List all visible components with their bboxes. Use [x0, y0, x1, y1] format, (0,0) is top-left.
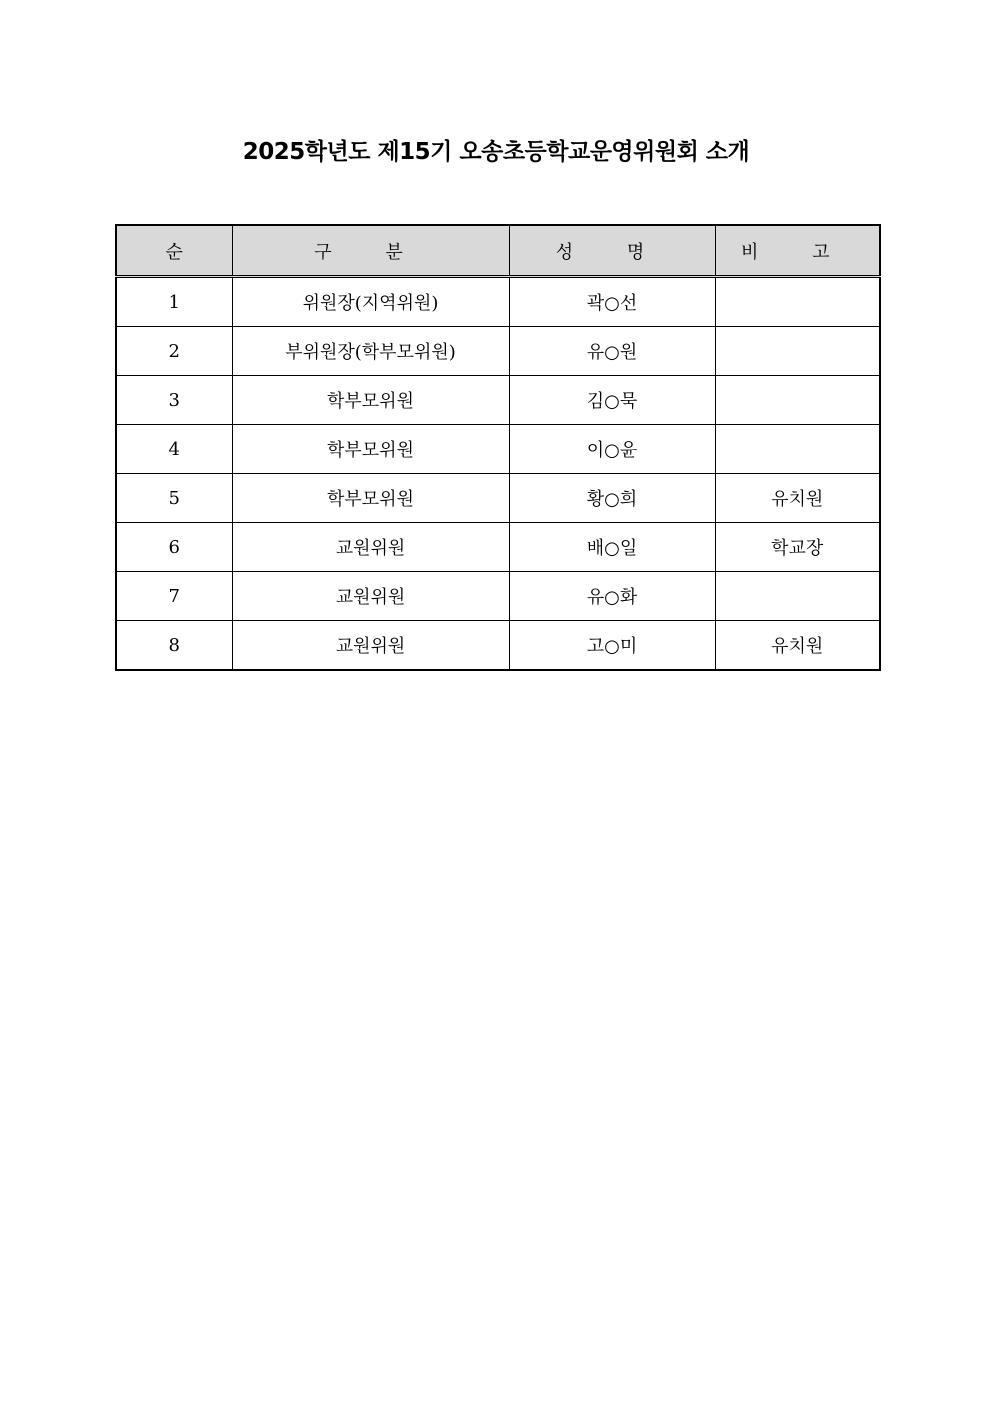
- cell-category: 학부모위원: [232, 474, 509, 523]
- table-row: [116, 425, 880, 474]
- cell-note: [715, 376, 880, 425]
- cell-category: 위원장(지역위원): [232, 277, 509, 327]
- cell-note: 학교장: [715, 523, 880, 572]
- cell-order: 8: [116, 621, 232, 671]
- cell-order: 1: [116, 277, 232, 327]
- table-row: [116, 277, 880, 327]
- cell-category: 교원위원: [232, 572, 509, 621]
- cell-order: 6: [116, 523, 232, 572]
- cell-name: 유○화: [509, 572, 715, 621]
- cell-note: [715, 425, 880, 474]
- cell-category: 교원위원: [232, 621, 509, 671]
- header-row: [116, 225, 880, 277]
- cell-name: 고○미: [509, 621, 715, 671]
- table-row: [116, 474, 880, 523]
- cell-note: 유치원: [715, 474, 880, 523]
- cell-note: [715, 327, 880, 376]
- cell-category: 학부모위원: [232, 376, 509, 425]
- table-header: [116, 225, 880, 277]
- cell-order: 4: [116, 425, 232, 474]
- cell-order: 7: [116, 572, 232, 621]
- table-row: [116, 523, 880, 572]
- cell-name: 배○일: [509, 523, 715, 572]
- table-row: [116, 327, 880, 376]
- cell-name: 이○윤: [509, 425, 715, 474]
- table-row: [116, 572, 880, 621]
- table-row: [116, 376, 880, 425]
- cell-name: 유○원: [509, 327, 715, 376]
- cell-name: 김○묵: [509, 376, 715, 425]
- table-row: [116, 621, 880, 671]
- cell-category: 교원위원: [232, 523, 509, 572]
- header-name: 성 명: [509, 225, 715, 277]
- cell-order: 2: [116, 327, 232, 376]
- cell-name: 황○희: [509, 474, 715, 523]
- committee-members-table: [115, 224, 881, 671]
- cell-note: [715, 277, 880, 327]
- cell-name: 곽○선: [509, 277, 715, 327]
- table-body: [116, 277, 880, 671]
- header-note: 비 고: [715, 225, 880, 277]
- cell-order: 5: [116, 474, 232, 523]
- cell-category: 학부모위원: [232, 425, 509, 474]
- header-category: 구 분: [232, 225, 509, 277]
- document-title: 2025학년도 제15기 오송초등학교운영위원회 소개: [242, 139, 750, 165]
- cell-category: 부위원장(학부모위원): [232, 327, 509, 376]
- cell-note: 유치원: [715, 621, 880, 671]
- header-order: 순: [116, 225, 232, 277]
- cell-order: 3: [116, 376, 232, 425]
- cell-note: [715, 572, 880, 621]
